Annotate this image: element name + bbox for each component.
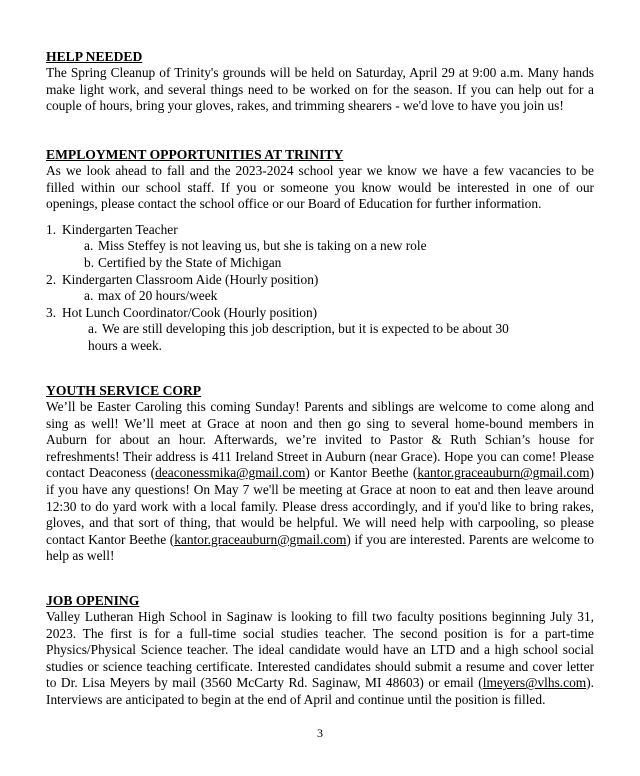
- employment-section: [46, 146, 594, 355]
- detail-letter: a.: [88, 321, 98, 337]
- detail-letter: a.: [84, 288, 94, 304]
- job-opening-heading: JOB OPENING: [46, 593, 140, 608]
- youth-text: ) or Kantor Beethe (: [305, 465, 418, 481]
- job-item-1: [46, 222, 594, 272]
- detail-text: Miss Steffey is not leaving us, but she is taking on a new role: [98, 238, 427, 254]
- youth-service-body: [46, 399, 594, 565]
- job-item-3: [46, 305, 594, 355]
- help-needed-section: [46, 48, 594, 115]
- detail-text: max of 20 hours/week: [98, 288, 218, 304]
- youth-text: ) if you are interested. Parents are welcome to help as well!: [46, 531, 594, 564]
- youth-text: ) if you have any questions! On May 7 we'll be meeting at Grace at noon to eat and then leave around 12:30 to do yard work with a local family. Please dress accordingly, and if you'd like to bring rakes, gloves, and that sort of thing, that would be helpful. We will need help with carpooling, so please contact Kantor Beethe (: [46, 465, 594, 547]
- employment-body: As we look ahead to fall and the 2023-2024 school year we know we have a few vacancies to be filled within our school staff. If you or someone you know would be interested in one of our openings, please contact the school office or our Board of Education for further information.: [46, 163, 594, 212]
- detail-letter: b.: [84, 254, 95, 270]
- email-link-lmeyers[interactable]: lmeyers@vlhs.com: [482, 675, 587, 691]
- job-title: Kindergarten Teacher: [62, 221, 178, 237]
- job-list: [46, 222, 594, 355]
- employment-heading: EMPLOYMENT OPPORTUNITIES AT TRINITY: [46, 147, 344, 162]
- help-needed-body: The Spring Cleanup of Trinity's grounds will be held on Saturday, April 29 at 9:00 a.m. Many hands make light work, and several things need to be worked on for the season. If you can help out for a couple of hours, bring your gloves, rakes, and trimming shearers - we'd love to have you join us!: [46, 65, 594, 114]
- page-number: 3: [317, 726, 323, 740]
- job-opening-body: [46, 609, 594, 709]
- detail-letter: a.: [84, 238, 94, 254]
- job-detail: [46, 238, 594, 255]
- job-item-2: [46, 272, 594, 305]
- youth-service-section: [46, 382, 594, 565]
- youth-service-heading: YOUTH SERVICE CORP: [46, 383, 202, 398]
- job-number: 2.: [46, 271, 57, 287]
- detail-text: Certified by the State of Michigan: [98, 254, 282, 270]
- youth-text: We’ll be Easter Caroling this coming Sunday! Parents and siblings are welcome to come along and sing as well! We’ll meet at Grace at noon and then go sing to several home-bound members in Auburn for about an hour. Afterwards, we’re invited to Pastor & Ruth Schian’s house for refreshments! Their address is 411 Ireland Street in Auburn (near Grace). Hope you can come! Please contact Deaconess (: [46, 399, 594, 481]
- job-detail: [46, 255, 594, 272]
- help-needed-heading: HELP NEEDED: [46, 49, 143, 64]
- detail-text: We are still developing this job description, but it is expected to be about 30: [102, 321, 509, 337]
- job-detail: [46, 321, 594, 338]
- job-detail: [46, 288, 594, 305]
- job-detail-continued: hours a week.: [88, 337, 162, 353]
- job-opening-section: [46, 592, 594, 709]
- job-opening-text: ). Interviews are anticipated to begin at the end of April and continue until the position is filled.: [46, 675, 594, 707]
- email-link-deaconess[interactable]: deaconessmika@gmail.com: [155, 465, 306, 481]
- email-link-kantor[interactable]: kantor.graceauburn@gmail.com: [174, 531, 347, 547]
- job-title: Hot Lunch Coordinator/Cook (Hourly position): [62, 304, 318, 320]
- job-title: Kindergarten Classroom Aide (Hourly position): [62, 271, 319, 287]
- email-link-kantor[interactable]: kantor.graceauburn@gmail.com: [417, 465, 590, 481]
- job-opening-text: Valley Lutheran High School in Saginaw is looking to fill two faculty positions beginning July 31, 2023. The first is for a full-time social studies teacher. The second position is for a part-time Physics/Physical Science teacher. The ideal candidate would have an LTD and a high school social studies or science teaching certificate. Interested candidates should submit a resume and cover letter to Dr. Lisa Meyers by mail (3560 McCarty Rd. Saginaw, MI 48603) or email (: [46, 609, 594, 691]
- job-number: 1.: [46, 221, 57, 237]
- job-number: 3.: [46, 304, 57, 320]
